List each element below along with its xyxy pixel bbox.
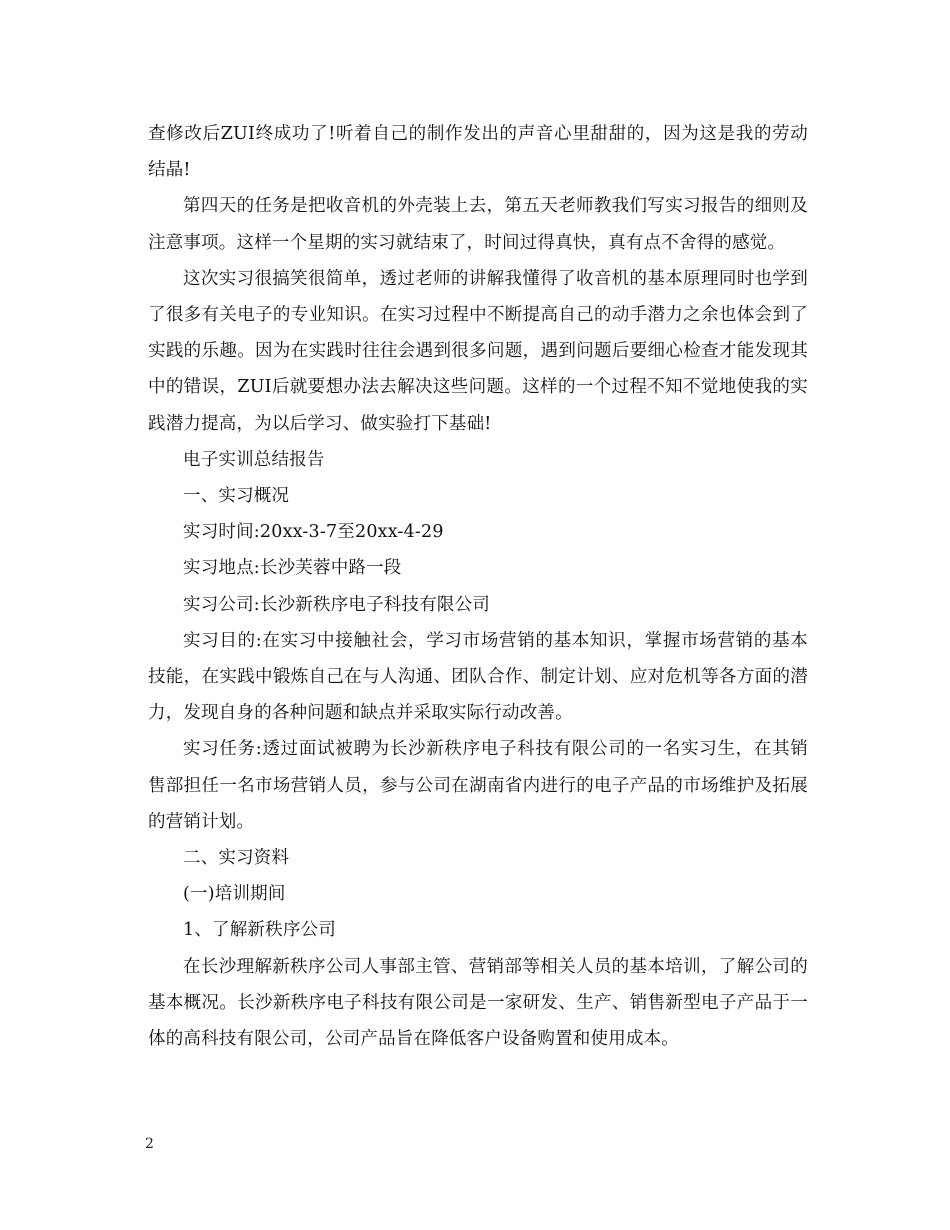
document-body [148,116,808,1057]
paragraph: 实习时间:20xx-3-7至20xx-4-29 [183,522,444,543]
page-number: 2 [145,1136,154,1152]
paragraph: 实习地点:长沙芙蓉中路一段 [183,558,402,579]
section-heading: 电子实训总结报告 [183,449,325,470]
paragraph: 这次实习很搞笑很简单，透过老师的讲解我懂得了收音机的基本原理同时也学到了很多有关电子的专业知识。在实习过程中不断提高自己的动手潜力之余也体会到了实践的乐趣。因为在实践时往往会遇到很多问题，遇到问题后要细心检查才能发现其中的错误，ZUI后就要想办法去解决这些问题。这样的一个过程不知不觉地使我的实践潜力提高，为以后学习、做实验打下基础! [148,268,808,434]
section-heading: 二、实习资料 [183,848,290,869]
paragraph: 第四天的任务是把收音机的外壳装上去，第五天老师教我们写实习报告的细则及注意事项。这样一个星期的实习就结束了，时间过得真快，真有点不舍得的感觉。 [148,196,808,253]
paragraph: 查修改后ZUI终成功了!听着自己的制作发出的声音心里甜甜的，因为这是我的劳动结晶! [148,124,808,181]
paragraph: 实习任务:透过面试被聘为长沙新秩序电子科技有限公司的一名实习生，在其销售部担任一名市场营销人员，参与公司在湖南省内进行的电子产品的市场维护及拓展的营销计划。 [148,739,808,832]
section-heading: 一、实习概况 [183,486,290,507]
subsection-heading: (一)培训期间 [183,884,286,905]
paragraph: 实习公司:长沙新秩序电子科技有限公司 [183,594,490,615]
subsection-heading: 1、了解新秩序公司 [183,920,336,941]
paragraph: 在长沙理解新秩序公司人事部主管、营销部等相关人员的基本培训，了解公司的基本概况。长沙新秩序电子科技有限公司是一家研发、生产、销售新型电子产品于一体的高科技有限公司，公司产品旨在降低客户设备购置和使用成本。 [148,956,808,1050]
paragraph: 实习目的:在实习中接触社会，学习市场营销的基本知识，掌握市场营销的基本技能，在实践中锻炼自己在与人沟通、团队合作、制定计划、应对危机等各方面的潜力，发现自身的各种问题和缺点并采取实际行动改善。 [148,630,808,724]
